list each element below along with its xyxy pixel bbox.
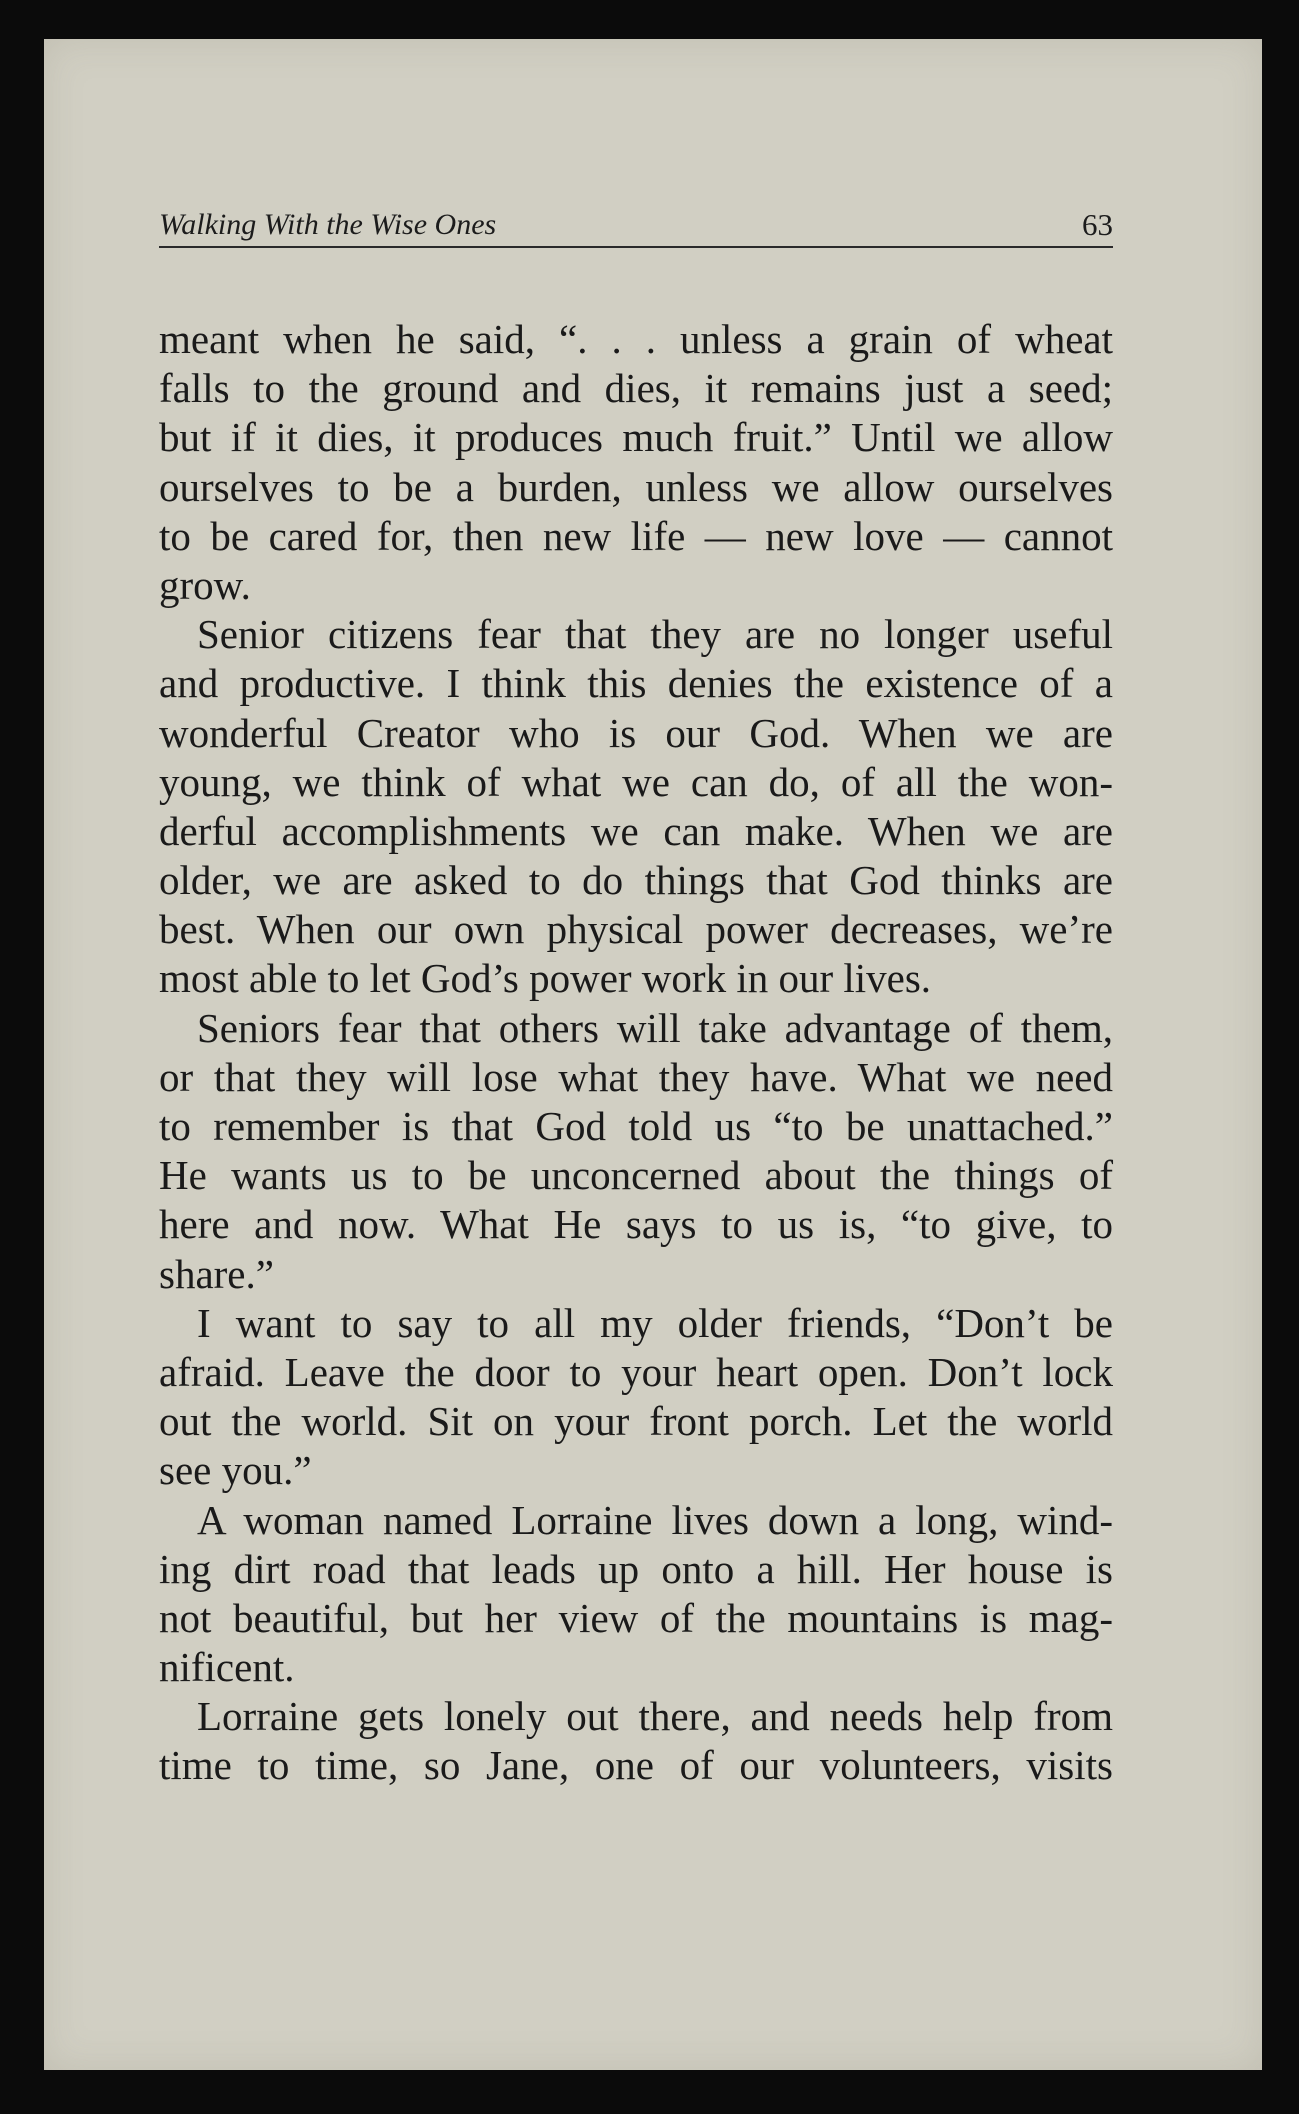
text-line: I want to say to all my older friends, “Don’t be (197, 1299, 1113, 1346)
text-line: He wants us to be unconcerned about the things of (159, 1152, 1113, 1199)
text-line: here and now. What He says to us is, “to give, to (159, 1201, 1113, 1248)
text-line: ing dirt road that leads up onto a hill. Her house is (159, 1545, 1113, 1592)
text-line: young, we think of what we can do, of all the won- (159, 758, 1113, 805)
text-line: but if it dies, it produces much fruit.” Until we allow (159, 414, 1113, 461)
text-line: most able to let God’s power work in our lives. (159, 955, 932, 1002)
text-line: derful accomplishments we can make. When we are (159, 807, 1113, 854)
text-line: time to time, so Jane, one of our volunteers, visits (159, 1742, 1113, 1789)
text-line: or that they will lose what they have. What we need (159, 1053, 1113, 1100)
text-line: Seniors fear that others will take advantage of them, (197, 1004, 1113, 1051)
text-line: Senior citizens fear that they are no longer useful (197, 611, 1113, 658)
text-line: and productive. I think this denies the existence of a (159, 660, 1113, 707)
text-line: afraid. Leave the door to your heart open. Don’t lock (159, 1348, 1113, 1395)
text-line: Lorraine gets lonely out there, and needs help from (197, 1693, 1113, 1740)
body-text (159, 315, 1113, 1791)
text-line: grow. (159, 561, 251, 608)
text-line: to remember is that God told us “to be unattached.” (159, 1103, 1113, 1149)
text-line: see you.” (159, 1447, 312, 1494)
text-line: nificent. (159, 1644, 295, 1691)
page-number: 63 (1082, 207, 1113, 242)
text-line: falls to the ground and dies, it remains just a seed; (159, 365, 1113, 412)
text-line: ourselves to be a burden, unless we allow ourselves (159, 463, 1113, 510)
text-line: wonderful Creator who is our God. When we are (159, 709, 1113, 756)
text-line: meant when he said, “. . . unless a grain of wheat (159, 316, 1113, 362)
text-line: not beautiful, but her view of the mountains is mag- (159, 1594, 1113, 1641)
text-line: share.” (159, 1250, 274, 1297)
running-title: Walking With the Wise Ones (159, 208, 497, 241)
text-line: to be cared for, then new life — new love — cannot (159, 512, 1113, 559)
text-line: A woman named Lorraine lives down a long, wind- (197, 1496, 1113, 1543)
running-header (159, 202, 1113, 248)
text-line: older, we are asked to do things that God thinks are (159, 857, 1113, 904)
text-line: best. When our own physical power decreases, we’re (159, 906, 1113, 953)
text-line: out the world. Sit on your front porch. Let the world (159, 1398, 1113, 1445)
